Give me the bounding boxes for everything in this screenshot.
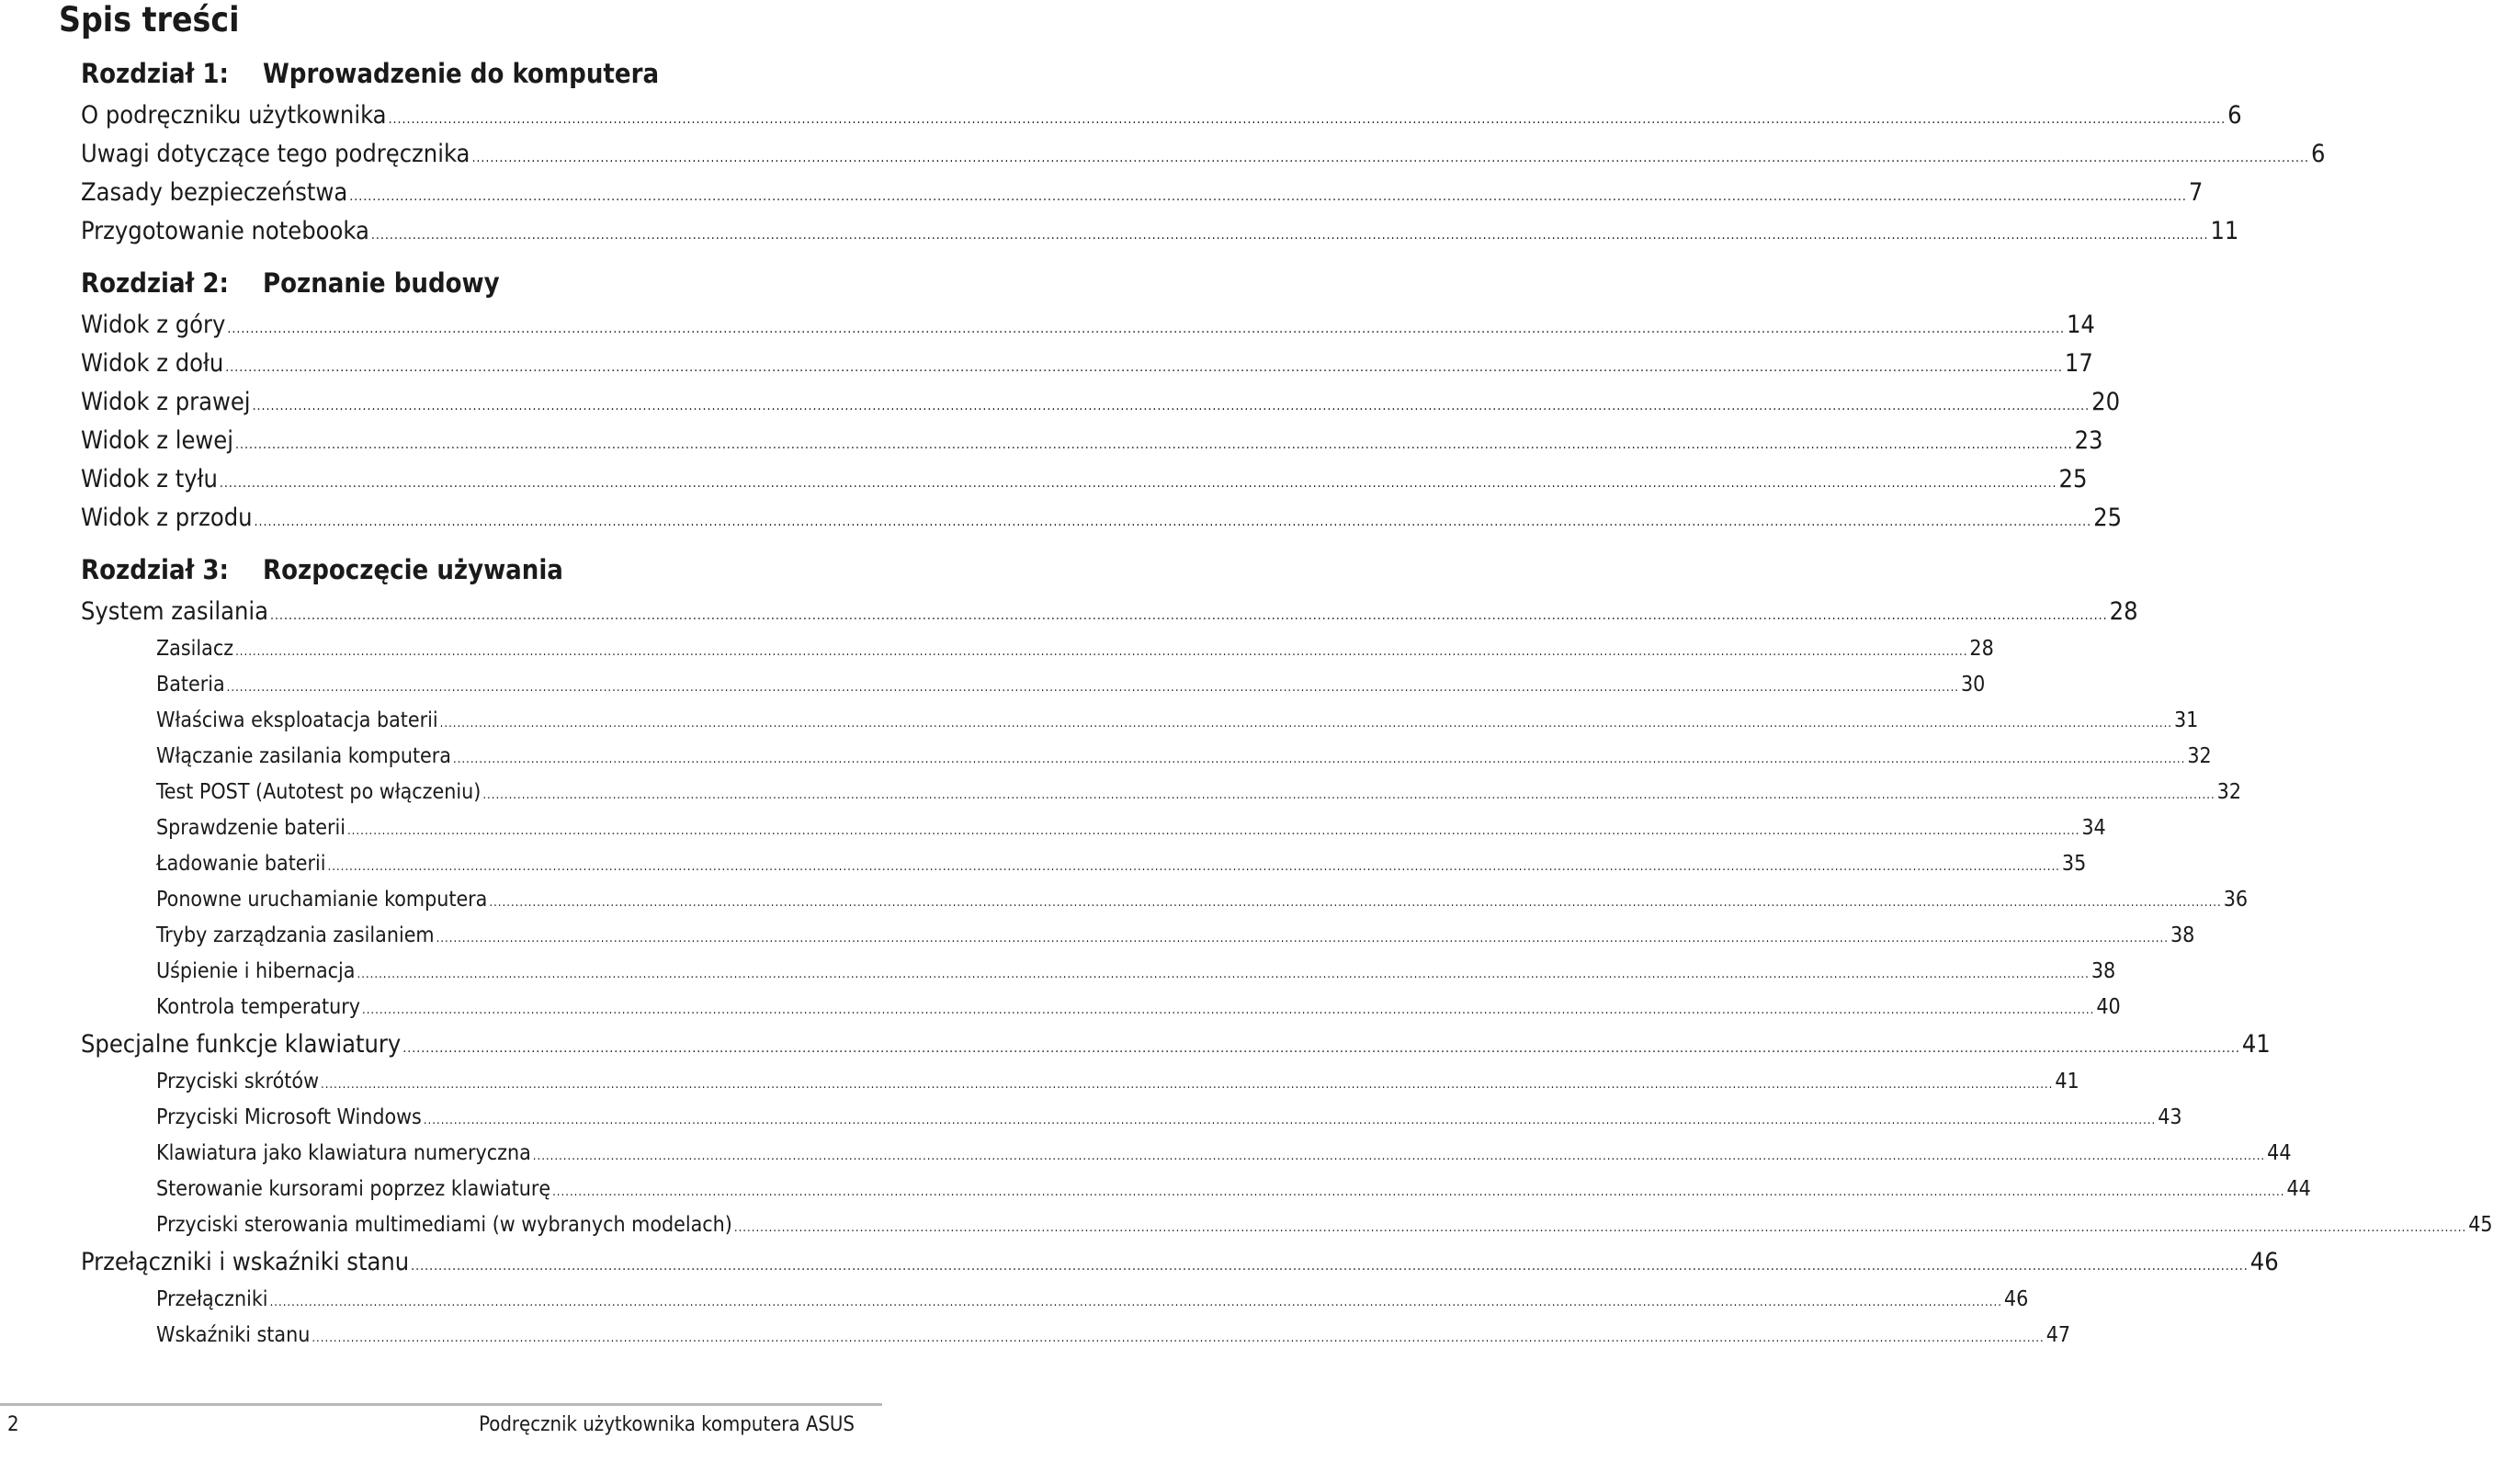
toc-entry-title: System zasilania [81, 597, 269, 626]
toc-entry-page-number: 28 [1969, 637, 1994, 661]
toc-entry-page-number: 7 [2188, 178, 2204, 207]
chapter-heading [81, 266, 816, 300]
toc-entry-page-number: 32 [2216, 780, 2241, 804]
dot-leader: ................................................................................................................................................................................................................................................................................................................................................................................................................ [227, 322, 2065, 336]
dot-leader: ................................................................................................................................................................................................................................................................................................................................................................................................................ [532, 1150, 2266, 1163]
dot-leader: ................................................................................................................................................................................................................................................................................................................................................................................................................ [219, 476, 2057, 491]
toc-entry[interactable] [81, 347, 2093, 384]
toc-entry-title: Widok z prawej [81, 388, 251, 416]
toc-entry[interactable] [81, 1246, 2279, 1283]
toc-entry-page-number: 6 [2227, 101, 2242, 130]
toc-entry-page-number: 23 [2074, 426, 2103, 455]
dot-leader: ................................................................................................................................................................................................................................................................................................................................................................................................................ [482, 788, 2215, 802]
toc-entry-page-number: 38 [2170, 923, 2195, 947]
toc-entry-title: Widok z przodu [81, 504, 253, 532]
toc-entry[interactable] [81, 425, 2103, 461]
toc-entry-page-number: 46 [2249, 1248, 2279, 1276]
dot-leader: ................................................................................................................................................................................................................................................................................................................................................................................................................ [452, 753, 2186, 766]
dot-leader: ................................................................................................................................................................................................................................................................................................................................................................................................................ [370, 228, 2209, 243]
toc-entry-title: Przyciski sterowania multimediami (w wybranych modelach) [156, 1213, 732, 1237]
toc-entry-page-number: 25 [2093, 504, 2123, 532]
chapter-title: Rozpoczęcie używania [263, 554, 563, 585]
footer-page-number: 2 [7, 1413, 19, 1436]
toc-entry-page-number: 44 [2286, 1177, 2311, 1201]
chapter-number: Rozdział 1: [81, 58, 229, 89]
dot-leader: ................................................................................................................................................................................................................................................................................................................................................................................................................ [269, 1296, 2002, 1309]
dot-leader: ................................................................................................................................................................................................................................................................................................................................................................................................................ [471, 151, 2310, 165]
toc-entry-title: Sterowanie kursorami poprzez klawiaturę [156, 1177, 551, 1201]
toc-entry-title: Widok z tyłu [81, 465, 218, 493]
toc-entry-title: Przyciski Microsoft Windows [156, 1105, 422, 1129]
toc-entry-title: Ładowanie baterii [156, 852, 326, 876]
toc-entry-page-number: 41 [2241, 1030, 2271, 1059]
dot-leader: ................................................................................................................................................................................................................................................................................................................................................................................................................ [349, 189, 2187, 204]
toc-entry-title: Sprawdzenie baterii [156, 816, 346, 840]
toc-entry[interactable] [156, 634, 1994, 667]
toc-entry[interactable] [81, 138, 2326, 175]
toc-entry-page-number: 35 [2061, 852, 2087, 876]
dot-leader: ................................................................................................................................................................................................................................................................................................................................................................................................................ [388, 112, 2227, 127]
toc-entry-page-number: 14 [2066, 311, 2095, 339]
toc-entry[interactable] [81, 176, 2204, 213]
toc-entry-title: O podręczniku użytkownika [81, 101, 387, 130]
dot-leader: ................................................................................................................................................................................................................................................................................................................................................................................................................ [225, 360, 2063, 375]
toc-entry[interactable] [156, 813, 2106, 846]
toc-entry-title: Przygotowanie notebooka [81, 217, 369, 245]
toc-entry[interactable] [156, 1320, 2071, 1354]
toc-entry-page-number: 6 [2311, 140, 2326, 168]
toc-entry[interactable] [156, 1103, 2182, 1136]
footer-document-title: Podręcznik użytkownika komputera ASUS [479, 1413, 855, 1436]
toc-entry[interactable] [156, 706, 2199, 739]
chapter-number: Rozdział 2: [81, 267, 229, 299]
toc-entry-page-number: 28 [2109, 597, 2138, 626]
toc-entry-title: Test POST (Autotest po włączeniu) [156, 780, 482, 804]
dot-leader: ................................................................................................................................................................................................................................................................................................................................................................................................................ [489, 896, 2222, 910]
toc-entry-title: Przełączniki i wskaźniki stanu [81, 1248, 410, 1276]
dot-leader: ................................................................................................................................................................................................................................................................................................................................................................................................................ [254, 515, 2092, 529]
toc-entry[interactable] [81, 215, 2239, 252]
toc-entry[interactable] [81, 502, 2123, 538]
dot-leader: ................................................................................................................................................................................................................................................................................................................................................................................................................ [226, 681, 1960, 695]
toc-entry-title: Zasilacz [156, 637, 234, 661]
toc-entry[interactable] [156, 777, 2241, 810]
toc-entry-title: Bateria [156, 673, 225, 697]
toc-entry[interactable] [156, 670, 1986, 703]
toc-entry-title: Klawiatura jako klawiatura numeryczna [156, 1141, 531, 1165]
toc-entry[interactable] [156, 992, 2121, 1025]
toc-entry[interactable] [81, 99, 2242, 136]
toc-entry-title: Włączanie zasilania komputera [156, 744, 451, 768]
dot-leader: ................................................................................................................................................................................................................................................................................................................................................................................................................ [346, 824, 2080, 838]
chapter-heading [81, 57, 816, 90]
dot-leader: ................................................................................................................................................................................................................................................................................................................................................................................................................ [312, 1331, 2045, 1345]
toc-entry-page-number: 11 [2210, 217, 2239, 245]
page-title: Spis treści [59, 0, 240, 40]
dot-leader: ................................................................................................................................................................................................................................................................................................................................................................................................................ [436, 932, 2169, 946]
toc-entry-title: Przyciski skrótów [156, 1070, 319, 1093]
toc-entry-page-number: 20 [2091, 388, 2121, 416]
toc-entry[interactable] [81, 386, 2121, 423]
toc-entry[interactable] [81, 463, 2088, 500]
dot-leader: ................................................................................................................................................................................................................................................................................................................................................................................................................ [327, 860, 2060, 874]
dot-leader: ................................................................................................................................................................................................................................................................................................................................................................................................................ [357, 968, 2090, 981]
toc-entry[interactable] [81, 1028, 2271, 1065]
toc-entry-page-number: 46 [2003, 1287, 2029, 1311]
toc-entry-page-number: 17 [2064, 349, 2093, 378]
toc-entry-page-number: 44 [2267, 1141, 2292, 1165]
toc-entry[interactable] [156, 742, 2212, 775]
toc-entry-title: Zasady bezpieczeństwa [81, 178, 348, 207]
toc-entry[interactable] [156, 1210, 2493, 1243]
toc-entry-title: Ponowne uruchamianie komputera [156, 888, 488, 912]
toc-entry-page-number: 31 [2174, 708, 2199, 732]
chapter-title: Poznanie budowy [263, 267, 500, 299]
toc-entry-page-number: 43 [2158, 1105, 2182, 1129]
toc-entry-title: Widok z lewej [81, 426, 233, 455]
toc-entry-title: Uwagi dotyczące tego podręcznika [81, 140, 470, 168]
dot-leader: ................................................................................................................................................................................................................................................................................................................................................................................................................ [321, 1078, 2054, 1092]
dot-leader: ................................................................................................................................................................................................................................................................................................................................................................................................................ [252, 399, 2091, 413]
toc-entry-title: Właściwa eksploatacja baterii [156, 708, 438, 732]
toc-entry[interactable] [156, 957, 2116, 990]
toc-entry[interactable] [156, 885, 2249, 918]
dot-leader: ................................................................................................................................................................................................................................................................................................................................................................................................................ [361, 1003, 2095, 1017]
toc-entry-page-number: 47 [2045, 1323, 2071, 1347]
toc-entry[interactable] [156, 1138, 2292, 1172]
toc-entry[interactable] [156, 1174, 2311, 1207]
chapter-title: Wprowadzenie do komputera [263, 58, 660, 89]
toc-entry-title: Wskaźniki stanu [156, 1323, 311, 1347]
toc-entry-title: Uśpienie i hibernacja [156, 959, 356, 983]
toc-entry-title: Widok z dołu [81, 349, 224, 378]
chapter-number: Rozdział 3: [81, 554, 229, 585]
toc-entry[interactable] [156, 921, 2195, 954]
toc-entry-page-number: 30 [1961, 673, 1986, 697]
toc-entry-title: Specjalne funkcje klawiatury [81, 1030, 402, 1059]
dot-leader: ................................................................................................................................................................................................................................................................................................................................................................................................................ [552, 1185, 2285, 1199]
toc-entry[interactable] [156, 849, 2087, 882]
toc-entry[interactable] [156, 1067, 2079, 1100]
toc-entry-page-number: 25 [2058, 465, 2088, 493]
toc-entry-title: Przełączniki [156, 1287, 268, 1311]
toc-entry-page-number: 38 [2091, 959, 2116, 983]
toc-entry[interactable] [81, 309, 2095, 346]
chapter-heading [81, 553, 816, 586]
toc-entry-title: Widok z góry [81, 311, 226, 339]
dot-leader: ................................................................................................................................................................................................................................................................................................................................................................................................................ [439, 717, 2173, 731]
toc-entry-title: Kontrola temperatury [156, 995, 360, 1019]
toc-entry-page-number: 32 [2187, 744, 2212, 768]
dot-leader: ................................................................................................................................................................................................................................................................................................................................................................................................................ [235, 645, 1968, 659]
dot-leader: ................................................................................................................................................................................................................................................................................................................................................................................................................ [423, 1114, 2157, 1127]
dot-leader: ................................................................................................................................................................................................................................................................................................................................................................................................................ [270, 608, 2108, 623]
toc-entry-page-number: 41 [2055, 1070, 2079, 1093]
dot-leader: ................................................................................................................................................................................................................................................................................................................................................................................................................ [234, 437, 2073, 452]
dot-leader: ................................................................................................................................................................................................................................................................................................................................................................................................................ [733, 1221, 2467, 1235]
toc-entry-page-number: 36 [2223, 888, 2249, 912]
toc-entry-page-number: 34 [2081, 816, 2106, 840]
dot-leader: ................................................................................................................................................................................................................................................................................................................................................................................................................ [411, 1259, 2249, 1274]
toc-entry-title: Tryby zarządzania zasilaniem [156, 923, 435, 947]
dot-leader: ................................................................................................................................................................................................................................................................................................................................................................................................................ [402, 1041, 2240, 1056]
toc-entry[interactable] [156, 1285, 2029, 1318]
toc-entry-page-number: 40 [2096, 995, 2121, 1019]
footer-divider [0, 1403, 882, 1406]
toc-entry[interactable] [81, 595, 2138, 632]
toc-entry-page-number: 45 [2468, 1213, 2493, 1237]
